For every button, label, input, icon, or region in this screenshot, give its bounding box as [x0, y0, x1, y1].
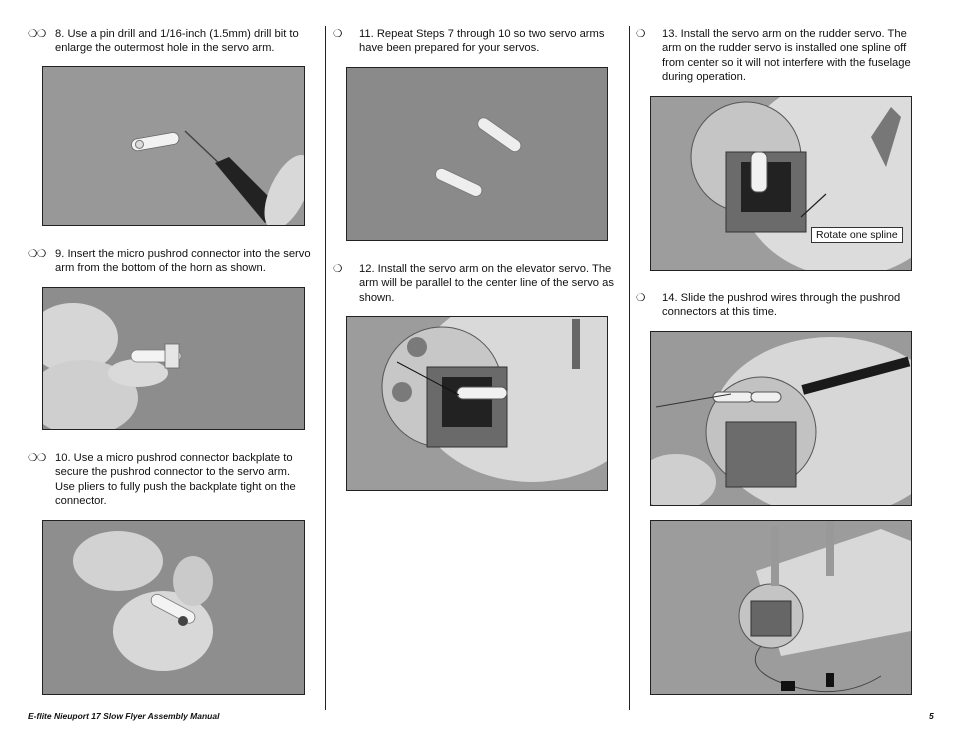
photo-elevator-servo: [346, 316, 608, 491]
photo-insert-pushrod-connector: [42, 287, 305, 430]
checkbox-icon[interactable]: ❍: [636, 292, 645, 304]
step-9-text: 9. Insert the micro pushrod connector into the servo arm from the bottom of the horn as shown.: [55, 248, 311, 275]
step-14-text: 14. Slide the pushrod wires through the pushrod connectors at this time.: [662, 292, 901, 319]
step-13: [636, 27, 926, 85]
step-14: [636, 291, 926, 321]
column-divider-2: [629, 26, 630, 710]
photo-drill-servo-arm: [42, 66, 305, 226]
page-number: 5: [929, 711, 934, 721]
manual-title-footer: E-flite Nieuport 17 Slow Flyer Assembly Manual: [28, 711, 220, 721]
checkbox-icon[interactable]: ❍: [333, 263, 342, 275]
checkbox-icon[interactable]: ❍: [636, 28, 645, 40]
checkbox-icon[interactable]: ❍: [333, 28, 342, 40]
checkbox-icon[interactable]: ❍❍: [28, 452, 46, 464]
column-divider-1: [325, 26, 326, 710]
step-8: [28, 27, 320, 57]
step-11: [333, 27, 623, 57]
step-9: [28, 247, 320, 277]
step-8-text: 8. Use a pin drill and 1/16-inch (1.5mm) drill bit to enlarge the outermost hole in the servo arm.: [55, 28, 299, 55]
photo-backplate: [42, 520, 305, 695]
step-12-text: 12. Install the servo arm on the elevator servo. The arm will be parallel to the center line of the servo as shown.: [359, 263, 614, 304]
step-10: [28, 451, 320, 511]
checkbox-icon[interactable]: ❍❍: [28, 248, 46, 260]
photo-rudder-servo: [650, 96, 912, 271]
checkbox-icon[interactable]: ❍❍: [28, 28, 46, 40]
photo-completed-servo-install: [650, 520, 912, 695]
step-12: [333, 262, 623, 306]
photo-two-servo-arms: [346, 67, 608, 241]
step-13-text: 13. Install the servo arm on the rudder servo. The arm on the rudder servo is installed one spline off from center so it will not interfere with the fuselage during operation.: [662, 28, 911, 83]
photo-pushrod-wires: [650, 331, 912, 506]
rotate-spline-callout: Rotate one spline: [811, 227, 903, 243]
step-11-text: 11. Repeat Steps 7 through 10 so two servo arms have been prepared for your servos.: [359, 28, 605, 55]
step-10-text: 10. Use a micro pushrod connector backplate to secure the pushrod connector to the servo arm. Use pliers to fully push the backplate tight on the connector.: [55, 452, 296, 507]
